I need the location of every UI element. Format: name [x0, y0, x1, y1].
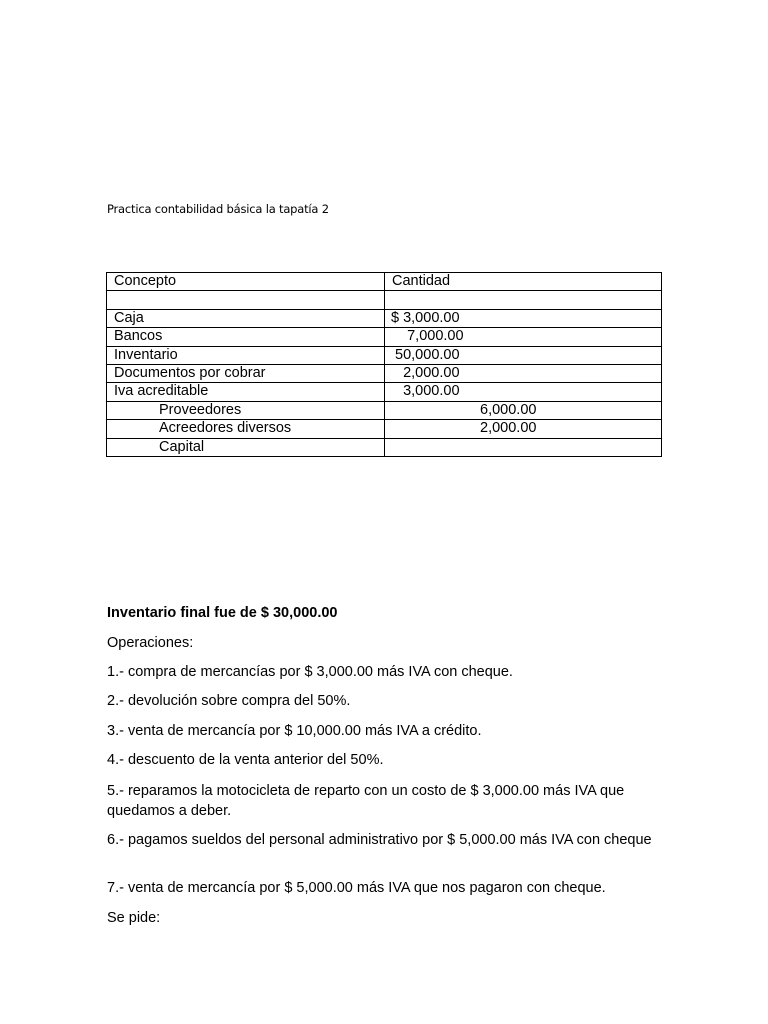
row-concept: Bancos	[107, 328, 385, 346]
header-cantidad: Cantidad	[385, 273, 662, 291]
table-row	[107, 364, 662, 382]
row-credit: 2,000.00	[385, 420, 662, 438]
header-concepto: Concepto	[107, 273, 385, 291]
row-amount: 50,000.00	[385, 346, 662, 364]
row-amount: 7,000.00	[385, 328, 662, 346]
final-inventory-heading: Inventario final fue de $ 30,000.00	[107, 605, 338, 621]
operation-item-4: 4.- descuento de la venta anterior del 50%.	[107, 752, 384, 768]
operation-item-5: 5.- reparamos la motocicleta de reparto con un costo de $ 3,000.00 más IVA que quedamos a deber.	[107, 783, 625, 819]
row-concept: Proveedores	[107, 401, 385, 419]
request-label: Se pide:	[107, 910, 161, 926]
table-header-row	[107, 273, 662, 291]
row-concept	[107, 291, 385, 309]
table-row	[107, 438, 662, 456]
row-concept: Documentos por cobrar	[107, 364, 385, 382]
row-concept: Caja	[107, 309, 385, 327]
operation-item-6: 6.- pagamos sueldos del personal administrativo por $ 5,000.00 más IVA con cheque	[107, 832, 652, 848]
balance-table	[106, 272, 662, 457]
operation-item-1: 1.- compra de mercancías por $ 3,000.00 más IVA con cheque.	[107, 664, 513, 680]
table-row	[107, 291, 662, 309]
table-row	[107, 383, 662, 401]
row-concept: Capital	[107, 438, 385, 456]
row-amount	[385, 438, 662, 456]
row-amount	[385, 291, 662, 309]
table-row	[107, 401, 662, 419]
operation-item-2: 2.- devolución sobre compra del 50%.	[107, 693, 351, 709]
table-row	[107, 328, 662, 346]
row-concept: Iva acreditable	[107, 383, 385, 401]
row-amount: 3,000.00	[385, 383, 662, 401]
row-amount: $ 3,000.00	[385, 309, 662, 327]
document-title: Practica contabilidad básica la tapatía 2	[107, 202, 329, 216]
operation-item-7: 7.- venta de mercancía por $ 5,000.00 más IVA que nos pagaron con cheque.	[107, 880, 606, 896]
row-amount: 2,000.00	[385, 364, 662, 382]
table-row	[107, 346, 662, 364]
table-row	[107, 420, 662, 438]
row-credit: 6,000.00	[385, 401, 662, 419]
row-concept: Acreedores diversos	[107, 420, 385, 438]
operation-item-3: 3.- venta de mercancía por $ 10,000.00 más IVA a crédito.	[107, 723, 482, 739]
operations-label: Operaciones:	[107, 635, 194, 651]
row-concept: Inventario	[107, 346, 385, 364]
table-row	[107, 309, 662, 327]
